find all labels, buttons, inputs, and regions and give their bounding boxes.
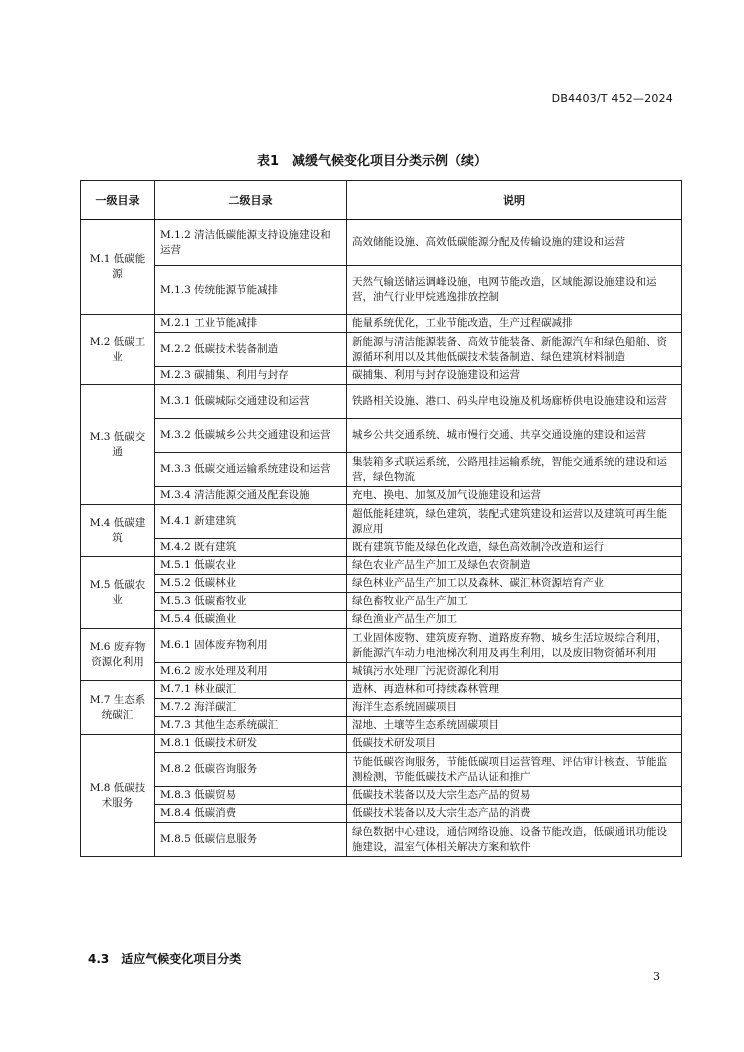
table-row — [81, 823, 682, 857]
section-heading: 4.3 适应气候变化项目分类 — [88, 952, 242, 966]
category-description: 绿色林业产品生产加工以及森林、碳汇林资源培育产业 — [347, 575, 682, 593]
table-row — [81, 735, 682, 753]
level1-category: M.6 废弃物资源化利用 — [81, 629, 155, 681]
category-description: 碳捕集、利用与封存设施建设和运营 — [347, 367, 682, 385]
table-row — [81, 787, 682, 805]
level1-category: M.2 低碳工业 — [81, 315, 155, 385]
table-row — [81, 419, 682, 453]
column-header-level1: 一级目录 — [81, 181, 155, 220]
document-code: DB4403/T 452—2024 — [551, 92, 673, 105]
table-row — [81, 681, 682, 699]
level2-category: M.2.3 碳捕集、利用与封存 — [155, 367, 347, 385]
level2-category: M.4.1 新建建筑 — [155, 505, 347, 539]
table-row — [81, 315, 682, 333]
table-row — [81, 629, 682, 663]
category-description: 绿色渔业产品生产加工 — [347, 611, 682, 629]
category-description: 铁路相关设施、港口、码头岸电设施及机场廊桥供电设施建设和运营 — [347, 385, 682, 419]
category-description: 城乡公共交通系统、城市慢行交通、共享交通设施的建设和运营 — [347, 419, 682, 453]
level2-category: M.3.4 清洁能源交通及配套设施 — [155, 487, 347, 505]
table-row — [81, 266, 682, 315]
table-row — [81, 453, 682, 487]
level2-category: M.8.4 低碳消费 — [155, 805, 347, 823]
level2-category: M.5.3 低碳畜牧业 — [155, 593, 347, 611]
category-description: 集装箱多式联运系统，公路甩挂运输系统，智能交通系统的建设和运营，绿色物流 — [347, 453, 682, 487]
table-row — [81, 385, 682, 419]
category-description: 充电、换电、加氢及加气设施建设和运营 — [347, 487, 682, 505]
level2-category: M.7.1 林业碳汇 — [155, 681, 347, 699]
table-row — [81, 593, 682, 611]
table-row — [81, 717, 682, 735]
category-description: 湿地、土壤等生态系统固碳项目 — [347, 717, 682, 735]
level2-category: M.1.2 清洁低碳能源支持设施建设和运营 — [155, 220, 347, 266]
table-row — [81, 557, 682, 575]
category-description: 超低能耗建筑，绿色建筑，装配式建筑建设和运营以及建筑可再生能源应用 — [347, 505, 682, 539]
table-row — [81, 575, 682, 593]
level2-category: M.6.2 废水处理及利用 — [155, 663, 347, 681]
category-description: 低碳技术装备以及大宗生态产品的贸易 — [347, 787, 682, 805]
table-row — [81, 805, 682, 823]
category-description: 低碳技术装备以及大宗生态产品的消费 — [347, 805, 682, 823]
level2-category: M.3.3 低碳交通运输系统建设和运营 — [155, 453, 347, 487]
category-description: 高效储能设施、高效低碳能源分配及传输设施的建设和运营 — [347, 220, 682, 266]
level2-category: M.1.3 传统能源节能减排 — [155, 266, 347, 315]
level1-category: M.7 生态系统碳汇 — [81, 681, 155, 735]
category-description: 工业固体废物、建筑废弃物、道路废弃物、城乡生活垃圾综合利用，新能源汽车动力电池梯次利用及再生利用，以及废旧物资循环利用 — [347, 629, 682, 663]
level1-category: M.4 低碳建筑 — [81, 505, 155, 557]
category-description: 绿色农业产品生产加工及绿色农资制造 — [347, 557, 682, 575]
table-header-row — [81, 181, 682, 220]
level2-category: M.6.1 固体废弃物利用 — [155, 629, 347, 663]
table-body — [81, 220, 682, 857]
table-row — [81, 505, 682, 539]
table-title: 表1 减缓气候变化项目分类示例（续） — [256, 154, 488, 169]
table-row — [81, 753, 682, 787]
category-description: 绿色数据中心建设，通信网络设施、设备节能改造，低碳通讯功能设施建设，温室气体相关解决方案和软件 — [347, 823, 682, 857]
level2-category: M.7.2 海洋碳汇 — [155, 699, 347, 717]
level2-category: M.8.2 低碳咨询服务 — [155, 753, 347, 787]
level2-category: M.3.1 低碳城际交通建设和运营 — [155, 385, 347, 419]
table-row — [81, 487, 682, 505]
category-description: 绿色畜牧业产品生产加工 — [347, 593, 682, 611]
level2-category: M.2.1 工业节能减排 — [155, 315, 347, 333]
category-description: 既有建筑节能及绿色化改造，绿色高效制冷改造和运行 — [347, 539, 682, 557]
table-row — [81, 663, 682, 681]
category-description: 造林、再造林和可持续森林管理 — [347, 681, 682, 699]
level2-category: M.5.4 低碳渔业 — [155, 611, 347, 629]
table-row — [81, 367, 682, 385]
category-description: 能量系统优化，工业节能改造，生产过程碳减排 — [347, 315, 682, 333]
level2-category: M.5.1 低碳农业 — [155, 557, 347, 575]
table-row — [81, 220, 682, 266]
level1-category: M.8 低碳技术服务 — [81, 735, 155, 857]
level2-category: M.8.1 低碳技术研发 — [155, 735, 347, 753]
level2-category: M.2.2 低碳技术装备制造 — [155, 333, 347, 367]
category-description: 天然气输送储运调峰设施，电网节能改造，区域能源设施建设和运营，油气行业甲烷逃逸排放控制 — [347, 266, 682, 315]
table-row — [81, 611, 682, 629]
level2-category: M.8.5 低碳信息服务 — [155, 823, 347, 857]
classification-table — [80, 180, 682, 857]
page-number: 3 — [653, 970, 660, 983]
level1-category: M.5 低碳农业 — [81, 557, 155, 629]
table-row — [81, 333, 682, 367]
level2-category: M.3.2 低碳城乡公共交通建设和运营 — [155, 419, 347, 453]
level2-category: M.4.2 既有建筑 — [155, 539, 347, 557]
level2-category: M.7.3 其他生态系统碳汇 — [155, 717, 347, 735]
table-row — [81, 699, 682, 717]
category-description: 海洋生态系统固碳项目 — [347, 699, 682, 717]
category-description: 新能源与清洁能源装备、高效节能装备、新能源汽车和绿色船舶、资源循环利用以及其他低碳技术装备制造、绿色建筑材料制造 — [347, 333, 682, 367]
column-header-description: 说明 — [347, 181, 682, 220]
level2-category: M.5.2 低碳林业 — [155, 575, 347, 593]
category-description: 城镇污水处理厂污泥资源化利用 — [347, 663, 682, 681]
category-description: 节能低碳咨询服务，节能低碳项目运营管理、评估审计核查、节能监测检测，节能低碳技术产品认证和推广 — [347, 753, 682, 787]
category-description: 低碳技术研发项目 — [347, 735, 682, 753]
level2-category: M.8.3 低碳贸易 — [155, 787, 347, 805]
column-header-level2: 二级目录 — [155, 181, 347, 220]
level1-category: M.1 低碳能源 — [81, 220, 155, 315]
table-row — [81, 539, 682, 557]
level1-category: M.3 低碳交通 — [81, 385, 155, 505]
